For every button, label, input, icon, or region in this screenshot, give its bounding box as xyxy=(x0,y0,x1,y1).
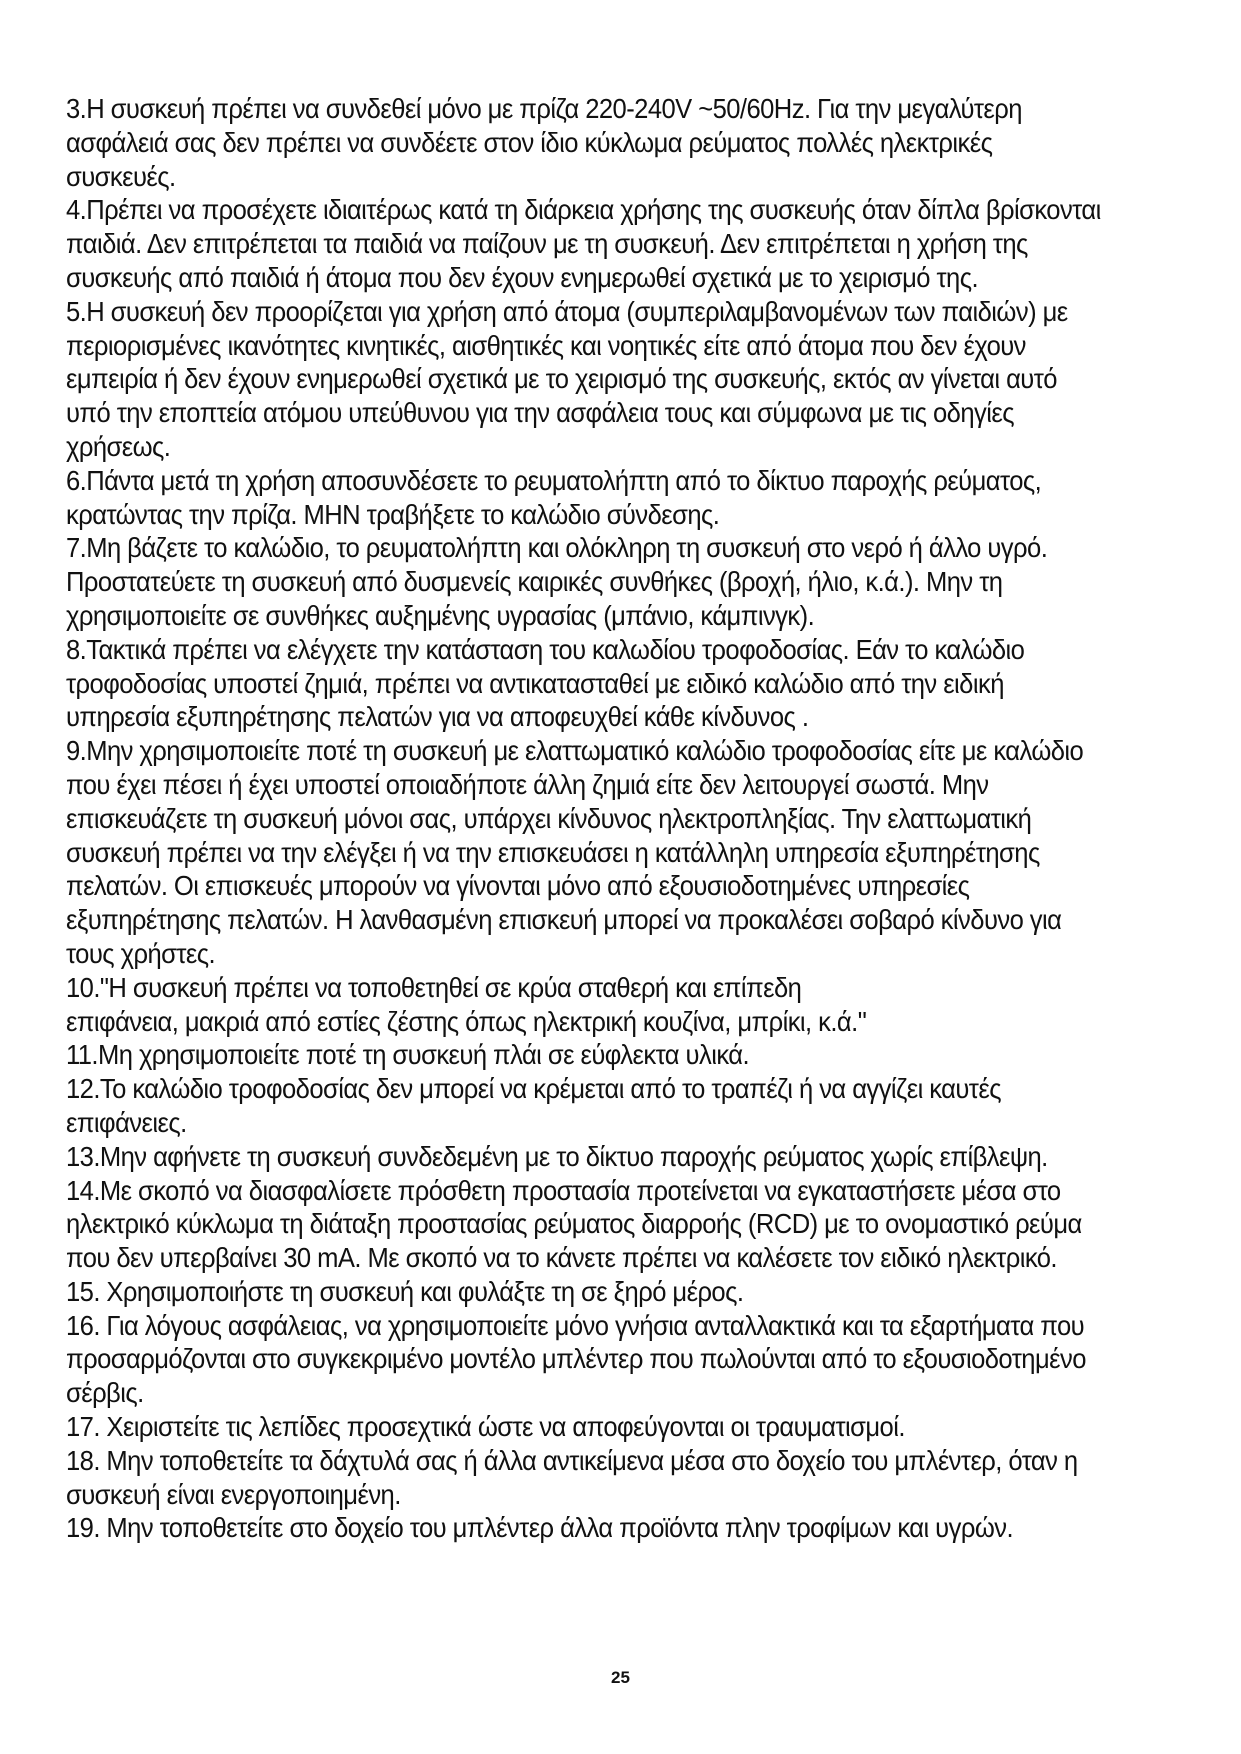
instruction-item-17: 17. Χειριστείτε τις λεπίδες προσεχτικά ώστε να αποφεύγονται οι τραυματισμοί. xyxy=(66,1411,905,1443)
page-number: 25 xyxy=(611,1668,630,1687)
instruction-item-3: 3.Η συσκευή πρέπει να συνδεθεί μόνο με πρίζα 220-240V ~50/60Hz. Για την μεγαλύτερη ασφάλειά σας δεν πρέπει να συνδέετε στον ίδιο κύκλωμα ρεύματος πολλές ηλεκτρικές συσκευές. xyxy=(66,93,1022,192)
instruction-item-11: 11.Μη χρησιμοποιείτε ποτέ τη συσκευή πλάι σε εύφλεκτα υλικά. xyxy=(66,1039,750,1071)
instruction-item-16: 16. Για λόγους ασφάλειας, να χρησιμοποιείτε μόνο γνήσια ανταλλακτικά και τα εξαρτήματα που προσαρμόζονται στο συγκεκριμένο μοντέλο μπλέντερ που πωλούνται από το εξουσιοδοτημένο σέρβις. xyxy=(66,1309,1086,1409)
instruction-item-9: 9.Μην χρησιμοποιείτε ποτέ τη συσκευή με ελαττωματικό καλώδιο τροφοδοσίας είτε με καλώδιο που έχει πέσει ή έχει υποστεί οποιαδήποτε άλλη ζημιά είτε δεν λειτουργεί σωστά. Μην επισκευάζετε τη συσκευή μόνοι σας, υπάρχει κίνδυνος ηλεκτροπληξίας. Την ελαττωματική συσκευή πρέπει να την ελέγξει ή να την επισκευάσει η κατάλληλη υπηρεσία εξυπηρέτησης πελατών. Οι επισκευές μπορούν να γίνονται μόνο από εξουσιοδοτημένες υπηρεσίες εξυπηρέτησης πελατών. Η λανθασμένη επισκευή μπορεί να προκαλέσει σοβαρό κίνδυνο για τους χρήστες. xyxy=(66,735,1084,969)
instruction-item-18: 18. Μην τοποθετείτε τα δάχτυλά σας ή άλλα αντικείμενα μέσα στο δοχείο του μπλέντερ, όταν η συσκευή είναι ενεργοποιημένη. xyxy=(66,1444,1078,1510)
instruction-item-14: 14.Με σκοπό να διασφαλίσετε πρόσθετη προστασία προτείνεται να εγκαταστήσετε μέσα στο ηλεκτρικό κύκλωμα τη διάταξη προστασίας ρεύματος διαρροής (RCD) με το ονομαστικό ρεύμα που δεν υπερβαίνει 30 mA. Με σκοπό να το κάνετε πρέπει να καλέσετε τον ειδικό ηλεκτρικό. xyxy=(66,1174,1082,1274)
instruction-item-13: 13.Μην αφήνετε τη συσκευή συνδεδεμένη με το δίκτυο παροχής ρεύματος χωρίς επίβλεψη. xyxy=(66,1140,1048,1172)
instruction-item-6: 6.Πάντα μετά τη χρήση αποσυνδέσετε το ρευματολήπτη από το δίκτυο παροχής ρεύματος, κρατώντας την πρίζα. ΜΗΝ τραβήξετε το καλώδιο σύνδεσης. xyxy=(66,464,1042,530)
instruction-item-7: 7.Μη βάζετε το καλώδιο, το ρευματολήπτη και ολόκληρη τη συσκευή στο νερό ή άλλο υγρό. Προστατεύετε τη συσκευή από δυσμενείς καιρικές συνθήκες (βροχή, ήλιο, κ.ά.). Μην τη χρησιμοποιείτε σε συνθήκες αυξημένης υγρασίας (μπάνιο, κάμπινγκ). xyxy=(66,532,1048,631)
instruction-item-15: 15. Χρησιμοποιήστε τη συσκευή και φυλάξτε τη σε ξηρό μέρος. xyxy=(66,1275,744,1307)
document-body xyxy=(66,92,1108,1545)
instruction-item-8: 8.Τακτικά πρέπει να ελέγχετε την κατάσταση του καλωδίου τροφοδοσίας. Εάν το καλώδιο τροφοδοσίας υποστεί ζημιά, πρέπει να αντικατασταθεί με ειδικό καλώδιο από την ειδική υπηρεσία εξυπηρέτησης πελατών για να αποφευχθεί κάθε κίνδυνος . xyxy=(66,633,1025,733)
instruction-item-19: 19. Μην τοποθετείτε στο δοχείο του μπλέντερ άλλα προϊόντα πλην τροφίμων και υγρών. xyxy=(66,1512,1014,1544)
instruction-item-10: 10."Η συσκευή πρέπει να τοποθετηθεί σε κρύα σταθερή και επίπεδη επιφάνεια, μακριά από εστίες ζέστης όπως ηλεκτρική κουζίνα, μπρίκι, κ.ά." xyxy=(66,971,867,1037)
instruction-item-12: 12.Το καλώδιο τροφοδοσίας δεν μπορεί να κρέμεται από το τραπέζι ή να αγγίζει καυτές επιφάνειες. xyxy=(66,1073,1001,1138)
instruction-item-5: 5.Η συσκευή δεν προορίζεται για χρήση από άτομα (συμπεριλαμβανομένων των παιδιών) με περιορισμένες ικανότητες κινητικές, αισθητικές και νοητικές είτε από άτομα που δεν έχουν εμπειρία ή δεν έχουν ενημερωθεί σχετικά με το χειρισμό της συσκευής, εκτός αν γίνεται αυτό υπό την εποπτεία ατόμου υπεύθυνου για την ασφάλεια τους και σύμφωνα με τις οδηγίες χρήσεως. xyxy=(66,295,1068,462)
instruction-item-4: 4.Πρέπει να προσέχετε ιδιαιτέρως κατά τη διάρκεια χρήσης της συσκευής όταν δίπλα βρίσκονται παιδιά. Δεν επιτρέπεται τα παιδιά να παίζουν με τη συσκευή. Δεν επιτρέπεται η χρήση της συσκευής από παιδιά ή άτομα που δεν έχουν ενημερωθεί σχετικά με το χειρισμό της. xyxy=(66,194,1101,293)
